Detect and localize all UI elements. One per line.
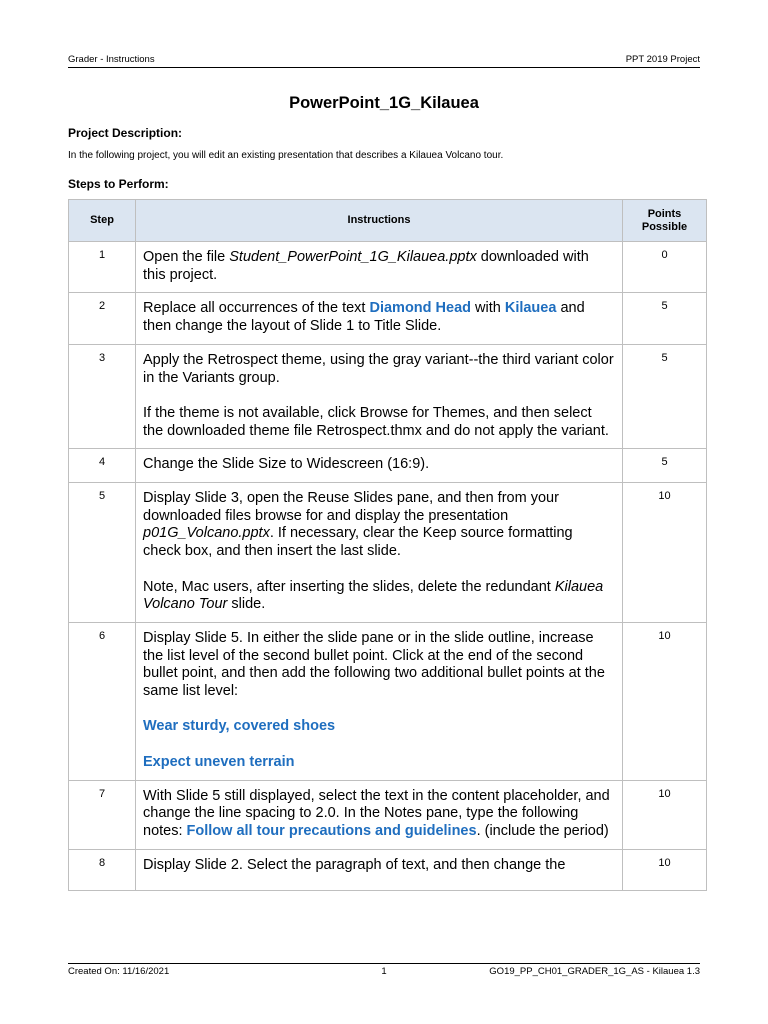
file-name: Student_PowerPoint_1G_Kilauea.pptx <box>229 249 477 265</box>
instruction-text: Display Slide 3, open the Reuse Slides pane, and then from your downloaded files browse for and display the presentation <box>143 490 559 524</box>
step-instructions <box>136 449 623 483</box>
step-instructions <box>136 849 623 890</box>
instruction-paragraph: If the theme is not available, click Browse for Themes, and then select the downloaded theme file Retrospect.thmx and do not apply the variant. <box>143 404 609 439</box>
bullet-text-to-type: Wear sturdy, covered shoes <box>143 718 336 735</box>
step-instructions <box>136 344 623 449</box>
table-header-row <box>69 200 707 242</box>
table-row <box>69 780 707 849</box>
step-instructions <box>136 780 623 849</box>
step-instructions <box>136 483 623 623</box>
step-number: 8 <box>69 849 136 890</box>
footer-created-on: Created On: 11/16/2021 <box>68 966 170 977</box>
header-instructions: Instructions <box>136 200 623 242</box>
step-points: 5 <box>623 344 707 449</box>
step-instructions <box>136 622 623 780</box>
instruction-text: downloaded with this project. <box>143 249 589 283</box>
page-footer <box>68 963 700 976</box>
table-row <box>69 242 707 293</box>
instruction-paragraph <box>143 249 614 284</box>
slide-name: Kilauea Volcano Tour <box>143 578 604 613</box>
table-row <box>69 622 707 780</box>
step-points: 5 <box>623 293 707 344</box>
instruction-paragraph: Display Slide 2. Select the paragraph of text, and then change the <box>143 856 566 873</box>
instruction-paragraph <box>143 490 614 561</box>
file-name: p01G_Volcano.pptx <box>143 525 270 542</box>
footer-document-id: GO19_PP_CH01_GRADER_1G_AS - Kilauea 1.3 <box>489 966 700 977</box>
highlighted-text: Diamond Head <box>369 300 471 317</box>
step-points: 5 <box>623 449 707 483</box>
instruction-paragraph: Change the Slide Size to Widescreen (16:9). <box>143 456 430 473</box>
step-number: 1 <box>69 242 136 293</box>
step-points: 0 <box>623 242 707 293</box>
instruction-text: . (include the period) <box>476 822 609 839</box>
instruction-paragraph: Apply the Retrospect theme, using the gray variant--the third variant color in the Variants group. <box>143 351 614 386</box>
highlighted-text: Follow all tour precautions and guidelines <box>186 822 477 839</box>
instruction-paragraph <box>143 579 614 614</box>
table-row <box>69 483 707 623</box>
step-number: 3 <box>69 344 136 449</box>
steps-table <box>68 199 707 891</box>
instruction-text: with <box>471 300 505 317</box>
instruction-text: Open the file <box>143 249 230 265</box>
step-points: 10 <box>623 780 707 849</box>
step-number: 6 <box>69 622 136 780</box>
instruction-paragraph: Display Slide 5. In either the slide pane or in the slide outline, increase the list level of the second bullet point. Click at the end of the second bullet point, and then add the following two additional bullet points at the same list level: <box>143 629 605 700</box>
instruction-text: Replace all occurrences of the text <box>143 300 370 317</box>
page-number: 1 <box>381 966 387 977</box>
step-instructions <box>136 242 623 293</box>
instruction-text: and then change the layout of Slide 1 to Title Slide. <box>143 300 585 335</box>
table-row <box>69 344 707 449</box>
header-points <box>623 200 707 242</box>
step-number: 4 <box>69 449 136 483</box>
header-right: PPT 2019 Project <box>625 54 700 65</box>
instruction-text: With Slide 5 still displayed, select the text in the content placeholder, and change the line spacing to 2.0. In the Notes pane, type the following notes: <box>143 787 610 839</box>
table-row <box>69 293 707 344</box>
table-row <box>69 449 707 483</box>
header-left: Grader - Instructions <box>68 54 155 65</box>
step-instructions <box>136 293 623 344</box>
table-row <box>69 849 707 890</box>
step-points: 10 <box>623 483 707 623</box>
project-description-text: In the following project, you will edit an existing presentation that describes a Kilauea Volcano tour. <box>68 150 504 161</box>
bullet-text-to-type: Expect uneven terrain <box>143 753 295 770</box>
steps-heading: Steps to Perform: <box>68 177 169 191</box>
step-points: 10 <box>623 622 707 780</box>
instruction-paragraph <box>143 300 614 335</box>
step-number: 5 <box>69 483 136 623</box>
instruction-paragraph <box>143 788 614 841</box>
page-header <box>68 53 700 68</box>
header-points-line2: Possible <box>641 220 688 233</box>
instruction-text: Note, Mac users, after inserting the slides, delete the redundant <box>143 578 555 595</box>
highlighted-text: Kilauea <box>504 300 557 317</box>
header-points-line1: Points <box>647 207 682 220</box>
project-description-heading: Project Description: <box>68 126 183 140</box>
instruction-text: slide. <box>227 596 266 613</box>
page-title: PowerPoint_1G_Kilauea <box>289 94 479 112</box>
instruction-text: . If necessary, clear the Keep source formatting check box, and then insert the last slide. <box>143 525 573 560</box>
step-number: 7 <box>69 780 136 849</box>
header-step: Step <box>69 200 136 242</box>
step-points: 10 <box>623 849 707 890</box>
step-number: 2 <box>69 293 136 344</box>
